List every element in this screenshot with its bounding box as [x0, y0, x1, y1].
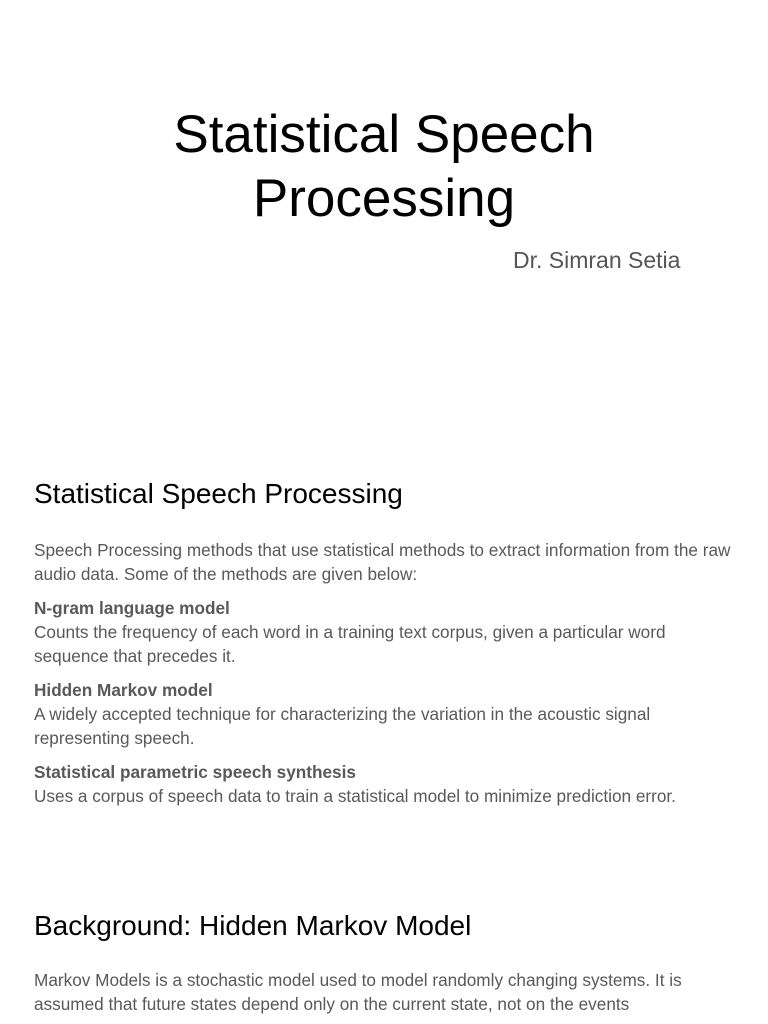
method-item-hmm [34, 678, 734, 750]
section-statistical-speech-processing [34, 476, 734, 808]
method-description: A widely accepted technique for characterizing the variation in the acoustic signal representing speech. [34, 704, 651, 748]
section-background-hmm [34, 908, 734, 1016]
document-title: Statistical Speech Processing [173, 105, 595, 228]
title-slide [0, 0, 768, 440]
method-name: N-gram language model [34, 598, 230, 618]
method-item-parametric-synthesis [34, 760, 734, 808]
method-item-ngram [34, 596, 734, 668]
method-name: Hidden Markov model [34, 680, 213, 700]
author-name: Dr. Simran Setia [513, 247, 681, 273]
intro-paragraph: Speech Processing methods that use statistical methods to extract information from the raw audio data. Some of the methods are given below: [34, 540, 731, 584]
background-paragraph: Markov Models is a stochastic model used to model randomly changing systems. It is assumed that future states depend only on the current state, not on the events [34, 970, 682, 1014]
section-heading: Background: Hidden Markov Model [34, 910, 472, 941]
method-description: Counts the frequency of each word in a training text corpus, given a particular word sequence that precedes it. [34, 622, 666, 666]
method-name: Statistical parametric speech synthesis [34, 762, 356, 782]
section-heading: Statistical Speech Processing [34, 478, 403, 509]
method-description: Uses a corpus of speech data to train a statistical model to minimize prediction error. [34, 786, 676, 806]
